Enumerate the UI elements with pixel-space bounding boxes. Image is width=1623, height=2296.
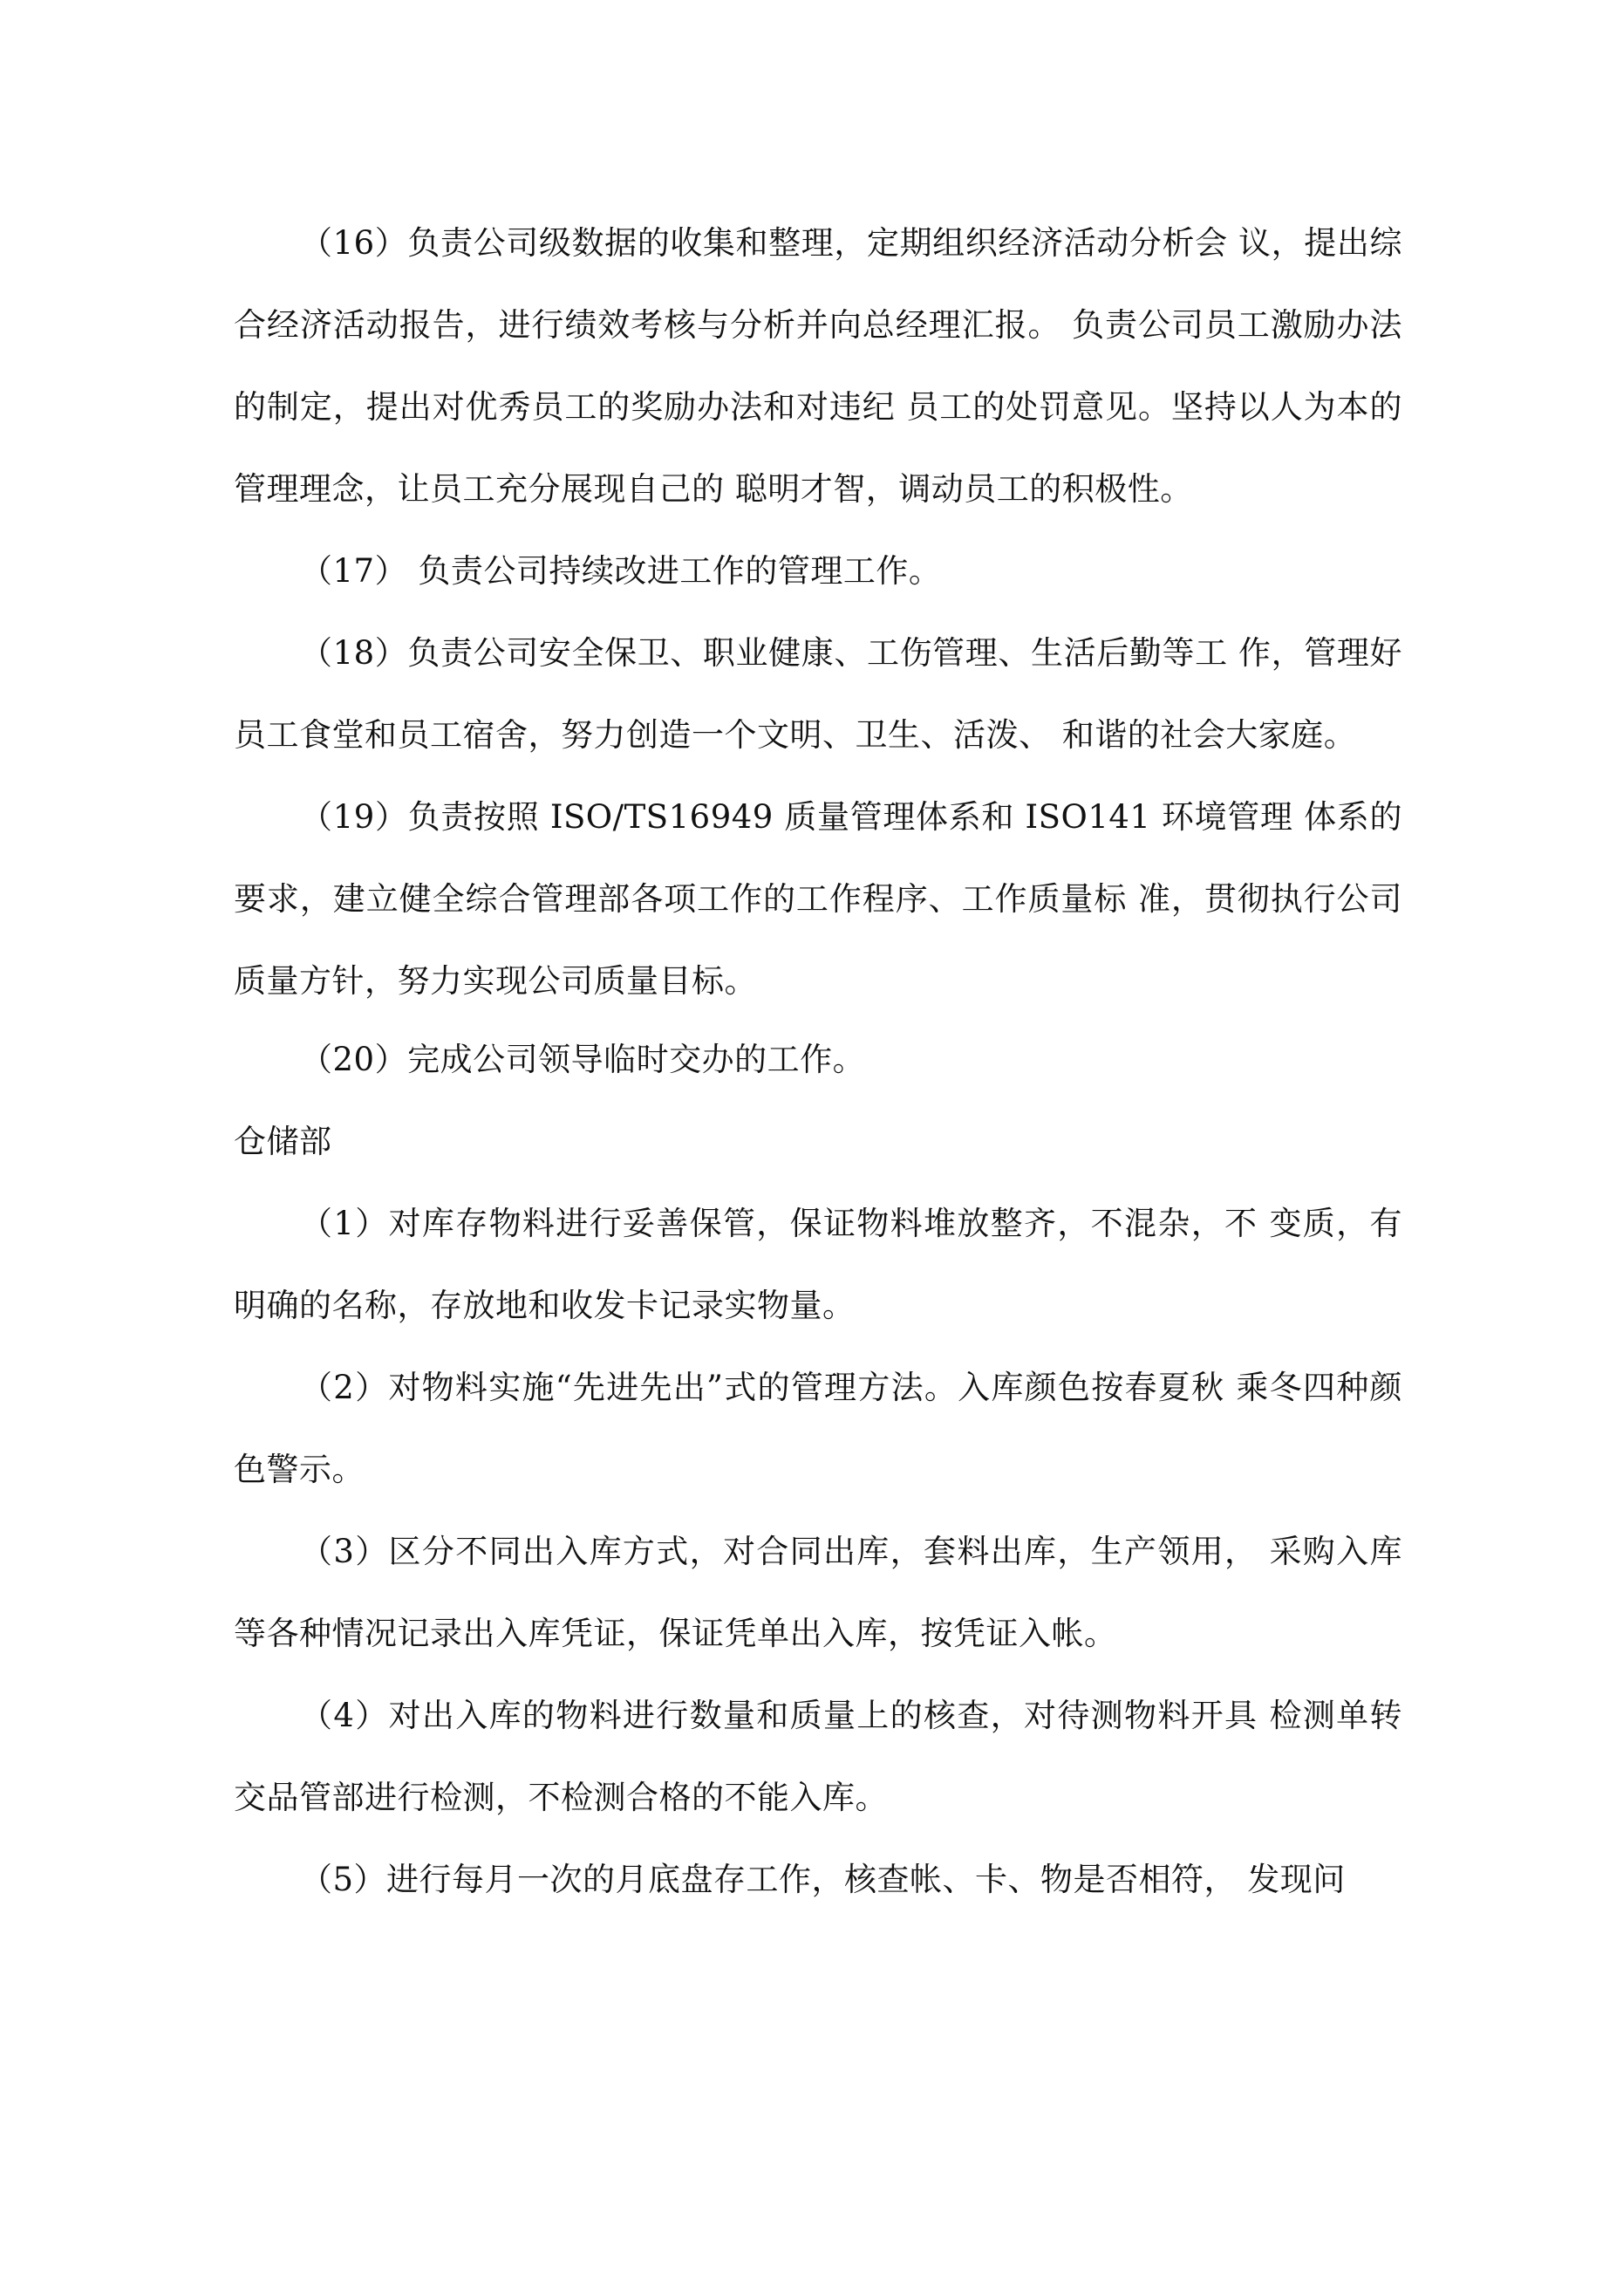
document-body [234, 202, 1402, 1921]
paragraph-18: （18）负责公司安全保卫、职业健康、工伤管理、生活后勤等工 作，管理好员工食堂和员工宿舍，努力创造一个文明、卫生、活泼、 和谐的社会大家庭。 [234, 634, 1402, 754]
storage-item-2: （2）对物料实施“先进先出”式的管理方法。入库颜色按春夏秋 乘冬四种颜色警示。 [234, 1369, 1402, 1488]
storage-item-5: （5）进行每月一次的月底盘存工作，核查帐、卡、物是否相符， 发现问 [300, 1861, 1346, 1898]
paragraph-16: （16）负责公司级数据的收集和整理，定期组织经济活动分析会 议，提出综合经济活动报告，进行绩效考核与分析并向总经理汇报。 负责公司员工激励办法的制定，提出对优秀员工的奖励办法和对违纪 员工的处罚意见。坚持以人为本的管理理念，让员工充分展现自己的 聪明才智，调动员工的积极性。 [234, 224, 1402, 508]
paragraph-20: （20）完成公司领导临时交办的工作。 [300, 1041, 866, 1078]
storage-item-3: （3）区分不同出入库方式，对合同出库，套料出库，生产领用， 采购入库等各种情况记录出入库凭证，保证凭单出入库，按凭证入帐。 [234, 1533, 1402, 1652]
section-heading-storage: 仓储部 [234, 1123, 332, 1160]
paragraph-19: （19）负责按照 ISO/TS16949 质量管理体系和 ISO141 环境管理 体系的要求，建立健全综合管理部各项工作的工作程序、工作质量标 准，贯彻执行公司质量方针，努力实现公司质量目标。 [234, 798, 1402, 1000]
paragraph-17: （17） 负责公司持续改进工作的管理工作。 [300, 552, 942, 590]
storage-item-4: （4）对出入库的物料进行数量和质量上的核查，对待测物料开具 检测单转交品管部进行检测，不检测合格的不能入库。 [234, 1697, 1402, 1816]
storage-item-1: （1）对库存物料进行妥善保管，保证物料堆放整齐，不混杂，不 变质，有明确的名称，存放地和收发卡记录实物量。 [234, 1205, 1402, 1324]
